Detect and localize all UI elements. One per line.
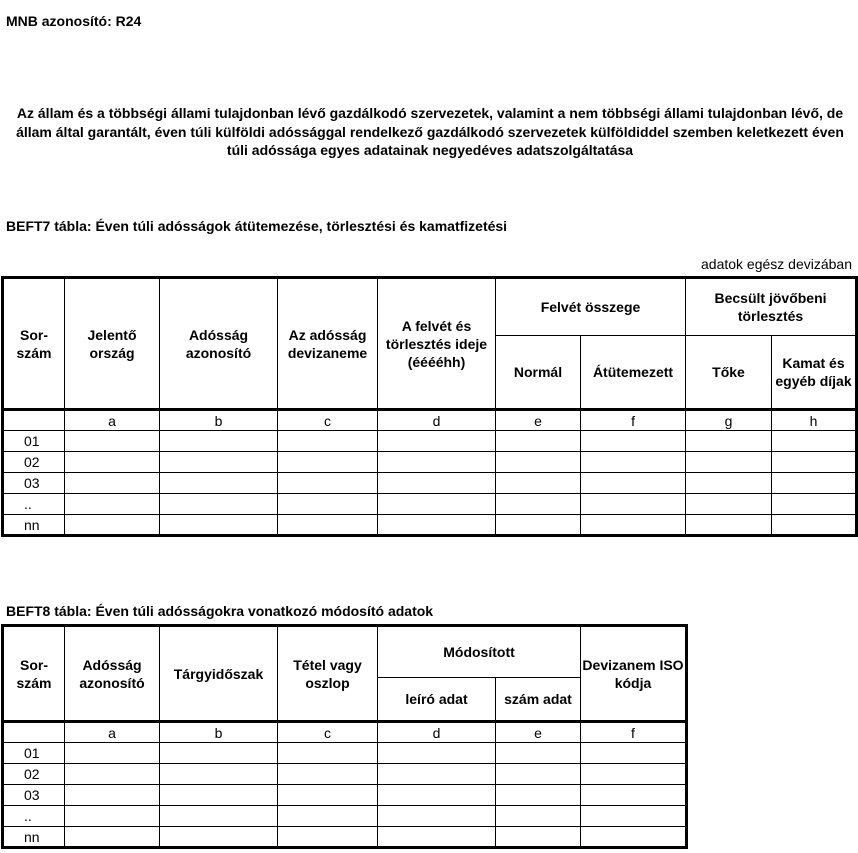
column-letter: a — [65, 410, 160, 431]
header-sorszam: Sor-szám — [3, 626, 65, 722]
header-normal: Normál — [496, 336, 581, 410]
row-label: .. — [3, 806, 65, 827]
document-title: Az állam és a többségi állami tulajdonban lévő gazdálkodó szervezetek, valamint a nem többségi állami tulajdonban lévő, de állam által garantált, éven túli külföldi adóssággal rendelkező gazdálkodó szervezetek külföldiddel szemben keletkezett éven túli adóssága egyes adatainak negyedéves adatszolgáltatása — [16, 105, 844, 158]
header-szam-adat: szám adat — [496, 678, 581, 722]
header-targyidoszak: Tárgyidőszak — [160, 626, 278, 722]
row-label: .. — [3, 494, 65, 515]
header-adossag-azonosito: Adósság azonosító — [65, 626, 160, 722]
header-jelento-orszag: Jelentő ország — [65, 278, 160, 410]
header-devizanem-iso: Devizanem ISO kódja — [581, 626, 687, 722]
beft7-caption: BEFT7 tábla: Éven túli adósságok átütemezése, törlesztési és kamatfizetési — [6, 218, 508, 234]
column-letter: f — [581, 722, 687, 743]
row-label: 02 — [3, 764, 65, 785]
header-devizanem: Az adósság devizaneme — [278, 278, 378, 410]
column-letter: f — [581, 410, 686, 431]
row-label: 03 — [3, 473, 65, 494]
header-adossag-azonosito: Adósság azonosító — [160, 278, 278, 410]
header-felvet-ideje: A felvét és törlesztés ideje (ééééhh) — [378, 278, 496, 410]
header-becsult-torlesztes: Becsült jövőbeni törlesztés — [686, 278, 857, 336]
header-sorszam: Sor-szám — [3, 278, 65, 410]
column-letter: b — [160, 410, 278, 431]
column-letter: d — [378, 410, 496, 431]
column-letter: c — [278, 410, 378, 431]
row-label: nn — [3, 827, 65, 848]
header-tetel-vagy-oszlop: Tétel vagy oszlop — [278, 626, 378, 722]
beft8-table — [1, 624, 688, 849]
column-letter: e — [496, 722, 581, 743]
header-atutemezett: Átütemezett — [581, 336, 686, 410]
row-label: 03 — [3, 785, 65, 806]
column-letter: h — [772, 410, 857, 431]
beft8-caption: BEFT8 tábla: Éven túli adósságokra vonatkozó módosító adatok — [6, 603, 434, 619]
beft7-unit-note: adatok egész devizában — [701, 256, 852, 272]
column-letter: b — [160, 722, 278, 743]
header-toke: Tőke — [686, 336, 772, 410]
header-modositott: Módosított — [378, 626, 581, 678]
column-letter: d — [378, 722, 496, 743]
column-letter: c — [278, 722, 378, 743]
column-letter: g — [686, 410, 772, 431]
beft7-table — [1, 276, 858, 537]
row-label: nn — [3, 515, 65, 536]
header-kamat: Kamat és egyéb díjak — [772, 336, 857, 410]
mnb-id: MNB azonosító: R24 — [6, 13, 142, 29]
row-label: 01 — [3, 431, 65, 452]
column-letter: a — [65, 722, 160, 743]
row-label: 02 — [3, 452, 65, 473]
column-letter: e — [496, 410, 581, 431]
row-label: 01 — [3, 743, 65, 764]
header-leiro-adat: leíró adat — [378, 678, 496, 722]
header-felvet-osszege: Felvét összege — [496, 278, 686, 336]
